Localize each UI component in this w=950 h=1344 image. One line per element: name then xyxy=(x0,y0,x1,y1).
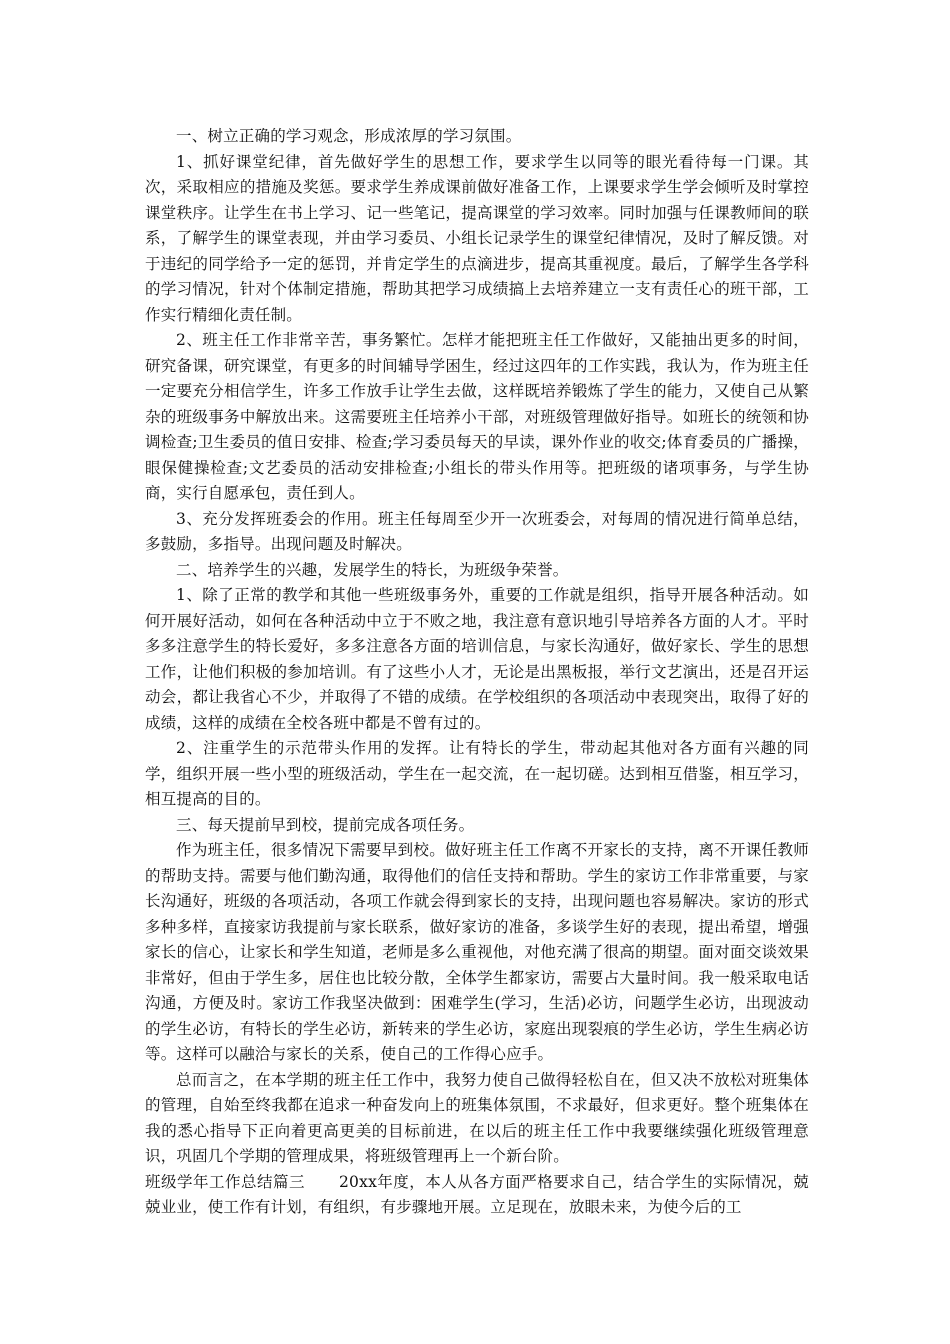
section-title: 班级学年工作总结篇三 xyxy=(145,1172,305,1191)
paragraph-class-committee: 3、充分发挥班委会的作用。班主任每周至少开一次班委会，对每周的情况进行简单总结，多鼓励，多指导。出现问题及时解决。 xyxy=(145,509,809,553)
heading-section-three: 三、每天提前早到校，提前完成各项任务。 xyxy=(176,815,475,834)
paragraph-classroom-discipline: 1、抓好课堂纪律，首先做好学生的思想工作，要求学生以同等的眼光看待每一门课。其次，采取相应的措施及奖惩。要求学生养成课前做好准备工作，上课要求学生学会倾听及时掌控课堂秩序。让学生在书上学习、记一些笔记，提高课堂的学习效率。同时加强与任课教师间的联系，了解学生的课堂表现，并由学习委员、小组长记录学生的课堂纪律情况，及时了解反馈。对于违纪的同学给予一定的惩罚，并肯定学生的点滴进步，提高其重视度。最后，了解学生各学科的学习情况，针对个体制定措施，帮助其把学习成绩搞上去培养建立一支有责任心的班干部，工作实行精细化责任制。 xyxy=(145,152,809,324)
paragraph-role-models: 2、注重学生的示范带头作用的发挥。让有特长的学生，带动起其他对各方面有兴趣的同学，组织开展一些小型的班级活动，学生在一起交流，在一起切磋。达到相互借鉴，相互学习，相互提高的目的。 xyxy=(145,739,809,808)
document-body xyxy=(145,124,809,1221)
paragraph-conclusion: 总而言之，在本学期的班主任工作中，我努力使自己做得轻松自在，但又决不放松对班集体的管理，自始至终我都在追求一种奋发向上的班集体氛围，不求最好，但求更好。整个班集体在我的悉心指导下正向着更高更美的目标前进，在以后的班主任工作中我要继续强化班级管理意识，巩固几个学期的管理成果，将班级管理再上一个新台阶。 xyxy=(145,1070,809,1165)
heading-section-one: 一、树立正确的学习观念，形成浓厚的学习氛围。 xyxy=(176,127,522,145)
paragraph-activities: 1、除了正常的教学和其他一些班级事务外，重要的工作就是组织，指导开展各种活动。如何开展好活动，如何在各种活动中立于不败之地，我注意有意识地引导培养各方面的人才。平时多多注意学生的特长爱好，多多注意各方面的培训信息，与家长沟通好，做好家长、学生的思想工作，让他们积极的参加培训。有了这些小人才，无论是出黑板报，举行文艺演出，还是召开运动会，都让我省心不少，并取得了不错的成绩。在学校组织的各项活动中表现突出，取得了好的成绩，这样的成绩在全校各班中都是不曾有过的。 xyxy=(145,586,809,732)
heading-section-two: 二、培养学生的兴趣，发展学生的特长，为班级争荣誉。 xyxy=(176,560,569,579)
paragraph-class-teacher-work: 2、班主任工作非常辛苦，事务繁忙。怎样才能把班主任工作做好，又能抽出更多的时间，研究备课，研究课堂，有更多的时间辅导学困生，经过这四年的工作实践，我认为，作为班主任一定要充分相信学生，许多工作放手让学生去做，这样既培养锻炼了学生的能力，又使自己从繁杂的班级事务中解放出来。这需要班主任培养小干部，对班级管理做好指导。如班长的统领和协调检查;卫生委员的值日安排、检查;学习委员每天的早读，课外作业的收交;体育委员的广播操，眼保健操检查;文艺委员的活动安排检查;小组长的带头作用等。把班级的诸项事务，与学生协商，实行自愿承包，责任到人。 xyxy=(145,331,809,502)
section-three-paragraph xyxy=(145,1170,809,1221)
paragraph-home-visits: 作为班主任，很多情况下需要早到校。做好班主任工作离不开家长的支持，离不开课任教师的帮助支持。需要与他们勤沟通，取得他们的信任支持和帮助。学生的家访工作非常重要，与家长沟通好，班级的各项活动，各项工作就会得到家长的支持，出现问题也容易解决。家访的形式多种多样，直接家访我提前与家长联系，做好家访的准备，多谈学生好的表现，提出希望，增强家长的信心，让家长和学生知道，老师是多么重视他，对他充满了很高的期望。面对面交谈效果非常好，但由于学生多，居住也比较分散，全体学生都家访，需要占大量时间。我一般采取电话沟通，方便及时。家访工作我坚决做到：困难学生(学习，生活)必访，问题学生必访，出现波动的学生必访，有特长的学生必访，新转来的学生必访，家庭出现裂痕的学生必访，学生生病必访等。这样可以融洽与家长的关系，使自己的工作得心应手。 xyxy=(145,841,809,1063)
section-body: 20xx年度，本人从各方面严格要求自己，结合学生的实际情况，兢兢业业，使工作有计划，有组织，有步骤地开展。立足现在，放眼未来，为使今后的工 xyxy=(145,1172,809,1216)
